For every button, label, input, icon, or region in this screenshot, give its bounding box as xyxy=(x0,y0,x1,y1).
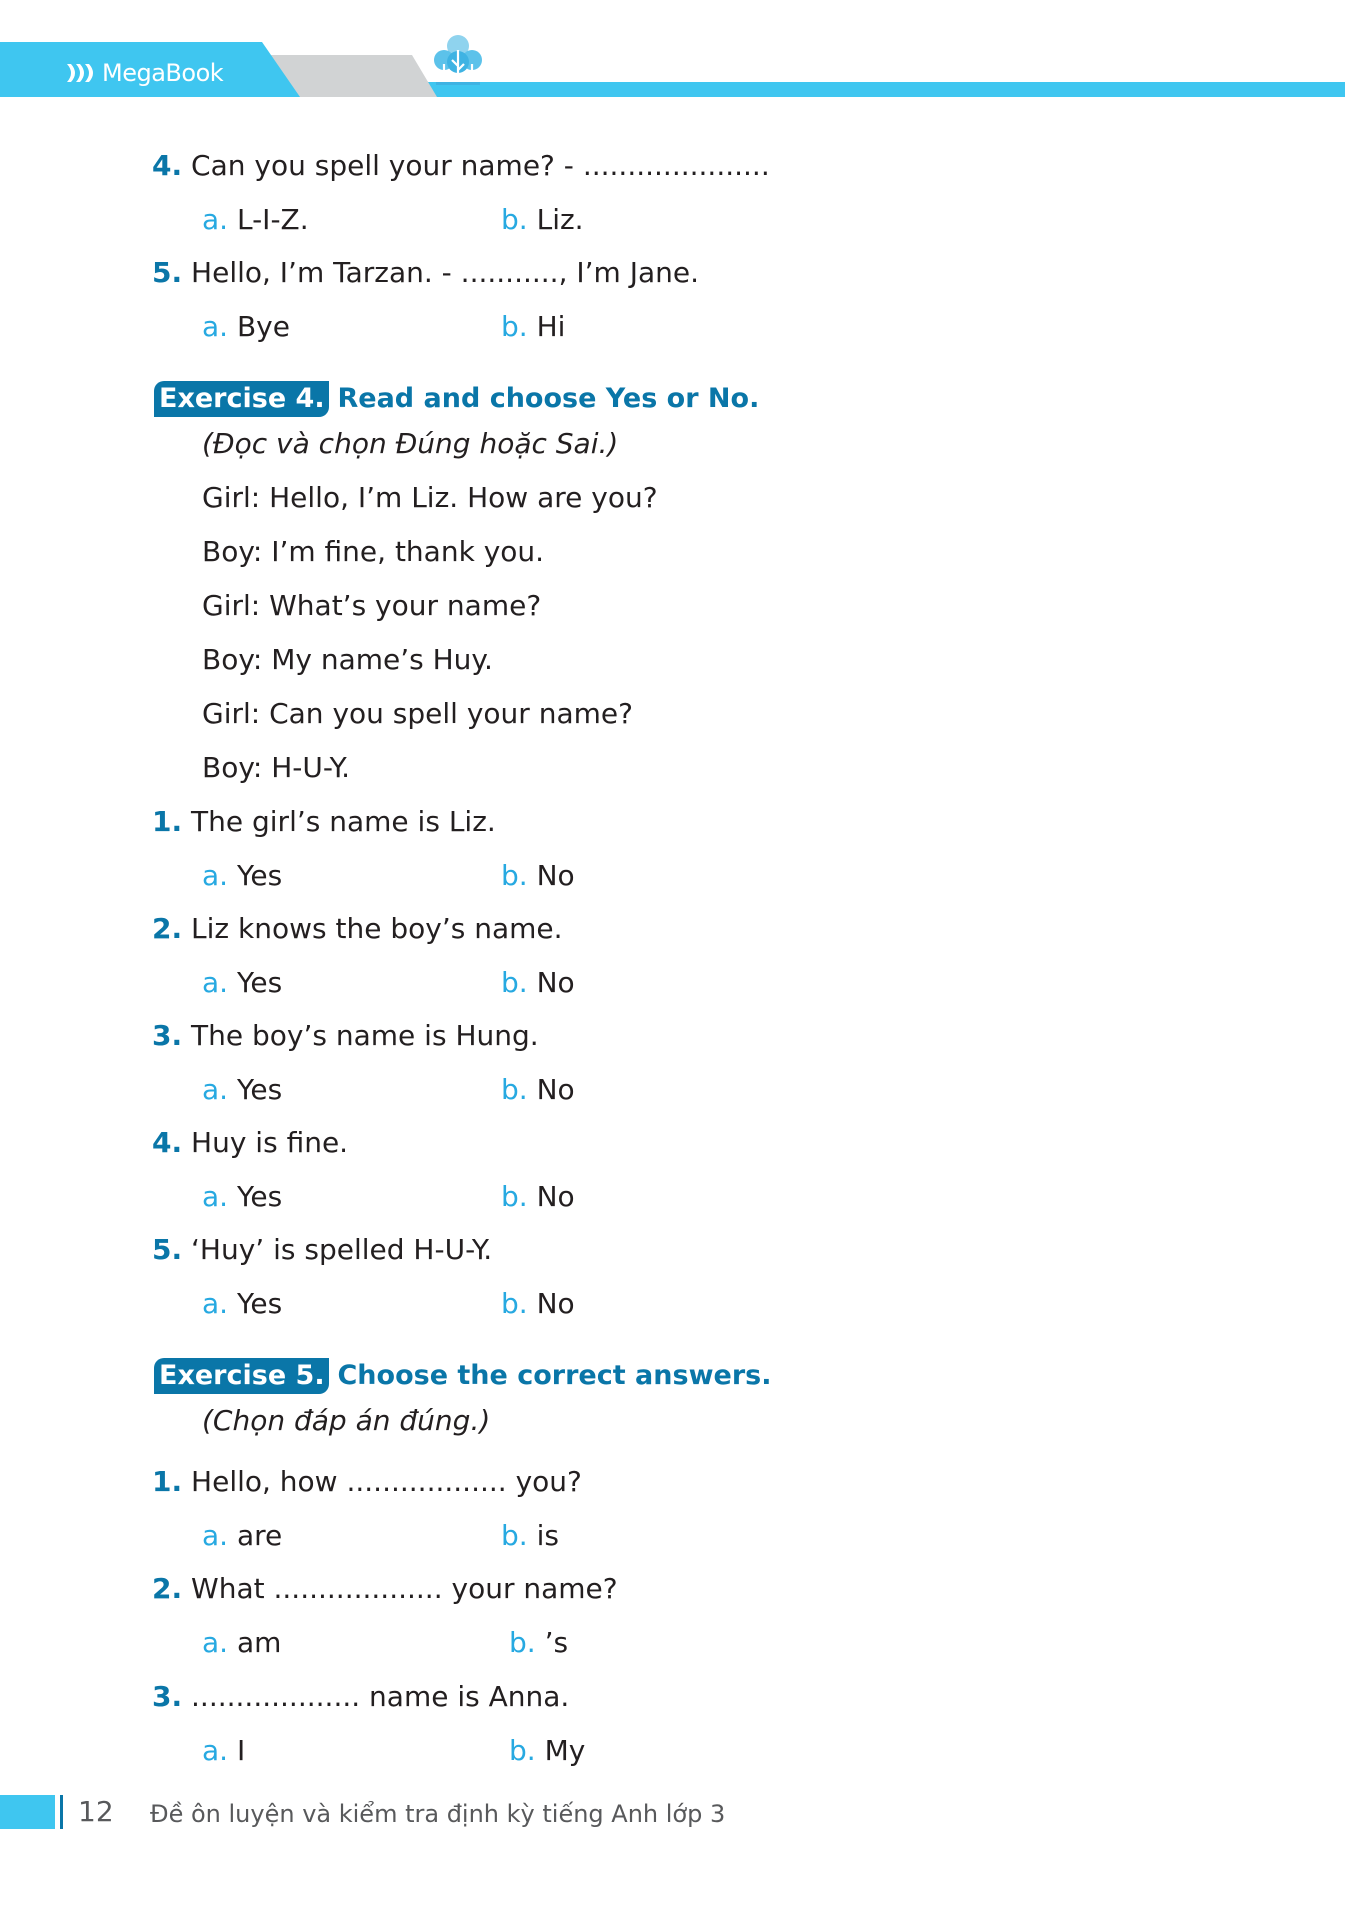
option-text: No xyxy=(536,966,575,999)
question-text: ................... name is Anna. xyxy=(191,1680,570,1713)
question-row xyxy=(152,804,496,840)
exercise-heading xyxy=(154,1357,771,1394)
option-b xyxy=(501,965,575,1001)
question-text: Hello, I’m Tarzan. - ..........., I’m Jane. xyxy=(191,256,700,289)
brand-logo xyxy=(66,58,223,88)
option-letter: b. xyxy=(501,310,528,343)
option-letter: a. xyxy=(202,310,229,343)
question-text: Liz knows the boy’s name. xyxy=(191,912,563,945)
question-number: 2. xyxy=(152,912,183,945)
footer-divider xyxy=(60,1795,63,1829)
option-a xyxy=(202,1518,282,1554)
option-letter: a. xyxy=(202,1287,229,1320)
option-b xyxy=(501,1286,575,1322)
option-a xyxy=(202,202,309,238)
exercise-title: Choose the correct answers. xyxy=(337,1360,772,1391)
option-letter: b. xyxy=(509,1734,536,1767)
question-row xyxy=(152,1125,348,1161)
option-letter: a. xyxy=(202,1626,229,1659)
option-b xyxy=(501,858,575,894)
book-title: Đề ôn luyện và kiểm tra định kỳ tiếng Anh lớp 3 xyxy=(150,1800,726,1828)
option-text: Yes xyxy=(236,859,283,892)
footer-accent-bar xyxy=(0,1795,55,1829)
exercise-heading xyxy=(154,380,759,417)
option-text: Yes xyxy=(236,966,283,999)
dialogue-line: Girl: Hello, I’m Liz. How are you? xyxy=(202,481,658,514)
option-b xyxy=(509,1625,568,1661)
option-text: My xyxy=(544,1734,586,1767)
question-row xyxy=(152,255,699,291)
option-letter: b. xyxy=(501,859,528,892)
option-text: Hi xyxy=(536,310,566,343)
option-letter: b. xyxy=(501,1180,528,1213)
option-text: are xyxy=(236,1519,283,1552)
question-text: Hello, how .................. you? xyxy=(191,1465,582,1498)
option-text: No xyxy=(536,1287,575,1320)
brand-name: MegaBook xyxy=(102,59,224,87)
exercise-badge: Exercise 5. xyxy=(154,1358,329,1394)
question-row xyxy=(152,1018,539,1054)
option-text: Bye xyxy=(236,310,290,343)
option-text: Yes xyxy=(236,1073,283,1106)
option-text: L-I-Z. xyxy=(236,203,309,236)
question-row xyxy=(152,1571,618,1607)
option-text: I xyxy=(236,1734,246,1767)
option-text: am xyxy=(236,1626,282,1659)
question-row xyxy=(152,1464,582,1500)
option-letter: a. xyxy=(202,1734,229,1767)
option-a xyxy=(202,1179,282,1215)
question-number: 1. xyxy=(152,805,183,838)
question-text: What ................... your name? xyxy=(191,1572,618,1605)
option-text: is xyxy=(536,1519,559,1552)
question-row xyxy=(152,148,770,184)
option-a xyxy=(202,1072,282,1108)
option-b xyxy=(501,1072,575,1108)
question-row xyxy=(152,1232,492,1268)
question-number: 3. xyxy=(152,1019,183,1052)
question-text: Can you spell your name? - ..................... xyxy=(191,149,770,182)
page-header xyxy=(0,0,1345,110)
option-a xyxy=(202,309,290,345)
option-letter: b. xyxy=(509,1626,536,1659)
option-text: ’s xyxy=(544,1626,569,1659)
option-a xyxy=(202,858,282,894)
question-text: The boy’s name is Hung. xyxy=(191,1019,539,1052)
dialogue-line: Boy: My name’s Huy. xyxy=(202,643,493,676)
option-text: Liz. xyxy=(536,203,584,236)
option-letter: b. xyxy=(501,1287,528,1320)
option-a xyxy=(202,1286,282,1322)
megabook-logo-icon xyxy=(66,62,98,84)
question-number: 4. xyxy=(152,1126,183,1159)
question-number: 4. xyxy=(152,149,183,182)
exercise-subtitle: (Chọn đáp án đúng.) xyxy=(202,1404,491,1437)
option-b xyxy=(501,1518,559,1554)
option-letter: a. xyxy=(202,1073,229,1106)
option-text: Yes xyxy=(236,1180,283,1213)
question-row xyxy=(152,1679,569,1715)
dialogue-line: Girl: Can you spell your name? xyxy=(202,697,633,730)
option-text: No xyxy=(536,1180,575,1213)
question-number: 5. xyxy=(152,1233,183,1266)
option-letter: a. xyxy=(202,1519,229,1552)
option-a xyxy=(202,965,282,1001)
option-letter: b. xyxy=(501,1073,528,1106)
option-letter: a. xyxy=(202,966,229,999)
question-text: ‘Huy’ is spelled H-U-Y. xyxy=(191,1233,493,1266)
question-number: 5. xyxy=(152,256,183,289)
option-b xyxy=(509,1733,585,1769)
option-letter: a. xyxy=(202,203,229,236)
option-a xyxy=(202,1625,281,1661)
exercise-subtitle: (Đọc và chọn Đúng hoặc Sai.) xyxy=(202,427,619,460)
option-letter: a. xyxy=(202,859,229,892)
question-row xyxy=(152,911,563,947)
option-b xyxy=(501,202,584,238)
option-a xyxy=(202,1733,245,1769)
exercise-badge: Exercise 4. xyxy=(154,381,329,417)
question-number: 2. xyxy=(152,1572,183,1605)
dialogue-line: Boy: I’m fine, thank you. xyxy=(202,535,545,568)
page-number: 12 xyxy=(78,1795,114,1828)
option-letter: b. xyxy=(501,203,528,236)
question-text: The girl’s name is Liz. xyxy=(191,805,496,838)
question-number: 3. xyxy=(152,1680,183,1713)
dialogue-line: Girl: What’s your name? xyxy=(202,589,542,622)
question-text: Huy is fine. xyxy=(191,1126,349,1159)
question-number: 1. xyxy=(152,1465,183,1498)
exercise-title: Read and choose Yes or No. xyxy=(337,383,760,414)
option-text: Yes xyxy=(236,1287,283,1320)
dialogue-line: Boy: H-U-Y. xyxy=(202,751,350,784)
option-letter: b. xyxy=(501,1519,528,1552)
option-text: No xyxy=(536,859,575,892)
option-letter: a. xyxy=(202,1180,229,1213)
option-b xyxy=(501,1179,575,1215)
trees-icon xyxy=(428,32,488,92)
option-text: No xyxy=(536,1073,575,1106)
option-letter: b. xyxy=(501,966,528,999)
option-b xyxy=(501,309,565,345)
